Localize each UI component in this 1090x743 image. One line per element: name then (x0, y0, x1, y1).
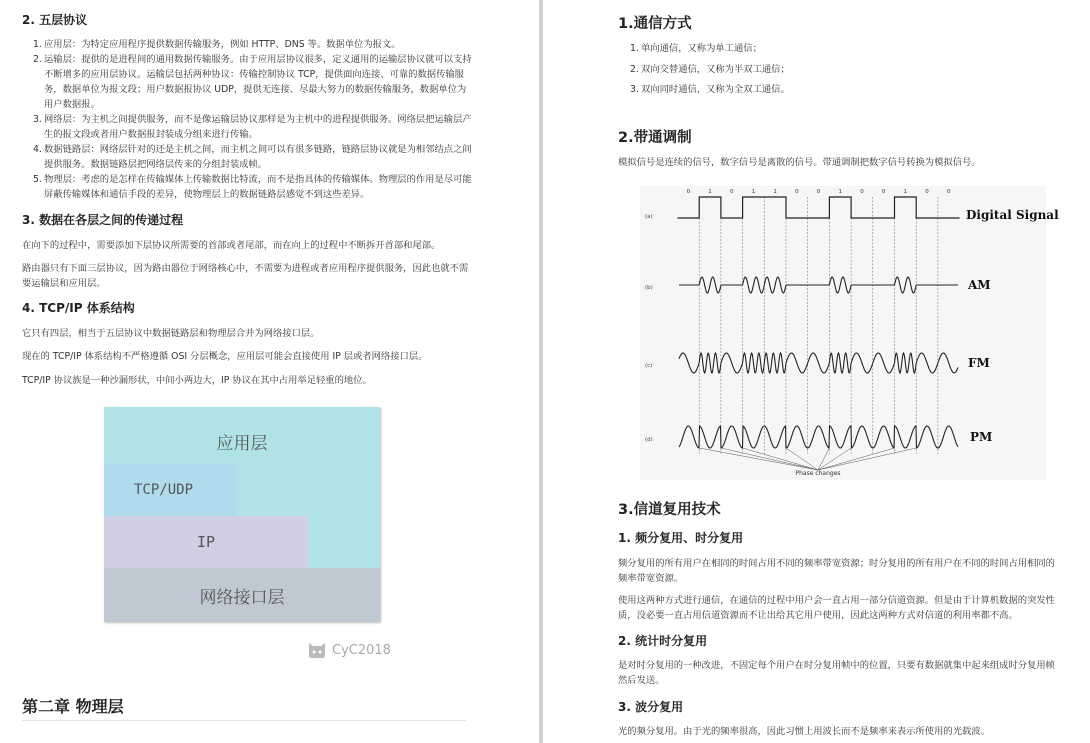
list-number: 3. (630, 84, 639, 95)
bit-label: 0 (686, 189, 691, 195)
list-number: 1. (630, 43, 639, 54)
list-item (630, 41, 1030, 56)
layer-tcp-udp: TCP/UDP (104, 463, 236, 516)
bit-label: 0 (860, 189, 864, 195)
list-item (630, 62, 1030, 77)
list-item (33, 52, 473, 112)
phase-change-arrow (743, 448, 818, 470)
list-item (33, 112, 473, 142)
watermark-text: CyC2018 (332, 642, 391, 658)
paragraph: 路由器只有下面三层协议，因为路由器位于网络核心中，不需要为进程或者应用程序提供服务，因此也就不需要运输层和应用层。 (22, 263, 469, 289)
bit-label: 0 (925, 189, 929, 195)
list-number: 2. (33, 54, 42, 65)
chapter-title: 第二章 物理层 (22, 694, 466, 721)
paragraph: 光的频分复用。由于光的频率很高，因此习惯上用波长而不是频率来表示所使用的光载波。 (618, 726, 990, 737)
signal-name-pm: PM (970, 430, 993, 444)
paragraph: 是对时分复用的一种改进，不固定每个用户在时分复用帧中的位置，只要有数据就集中起来组成时分复用帧然后发送。 (618, 660, 1055, 686)
communication-mode-list (630, 41, 1030, 97)
phase-changes-label: Phase changes (795, 470, 841, 477)
layer-application: 应用层 (104, 407, 380, 622)
subsection-heading: 2. 统计时分复用 (618, 634, 708, 648)
paragraph: 使用这两种方式进行通信，在通信的过程中用户会一直占用一部分信道资源。但是由于计算机数据的突发性质，没必要一直占用信道资源而不让出给其它用户使用，因此这两种方式对信道的利用率都不高。 (618, 595, 1055, 621)
row-label: (d) (645, 437, 653, 443)
modulation-diagram (640, 186, 1059, 480)
left-page (0, 0, 539, 743)
list-number: 4. (33, 144, 42, 155)
section-heading: 2. 五层协议 (22, 13, 88, 27)
list-text: 双向交替通信，又称为半双工通信； (641, 63, 790, 75)
list-number: 5. (33, 174, 42, 185)
section-heading: 3. 数据在各层之间的传递过程 (22, 213, 184, 227)
bit-label: 0 (730, 189, 734, 195)
digital-signal-wave (678, 197, 960, 218)
subsection-heading: 1. 频分复用、时分复用 (618, 531, 744, 545)
modulation-figure (640, 186, 1059, 480)
paragraph: 它只有四层，相当于五层协议中数据链路层和物理层合并为网络接口层。 (22, 328, 320, 339)
section-heading: 3.信道复用技术 (618, 502, 721, 518)
bit-label: 1 (708, 189, 712, 195)
list-number: 2. (630, 63, 639, 75)
section-heading: 2.带通调制 (618, 130, 692, 146)
layer-ip: IP (104, 516, 308, 568)
bit-label: 0 (947, 189, 951, 195)
row-label: (b) (645, 285, 653, 291)
bit-label: 0 (816, 189, 821, 195)
list-item (33, 142, 473, 172)
phase-change-arrow (721, 448, 818, 470)
phase-change-arrow (818, 448, 829, 470)
row-label: (c) (645, 363, 653, 369)
bit-label: 0 (881, 189, 886, 195)
paragraph: 频分复用的所有用户在相同的时间占用不同的频率带宽资源；时分复用的所有用户在不同的时间占用相同的频率带宽资源。 (618, 558, 1055, 584)
list-number: 1. (33, 39, 42, 50)
phase-change-arrow (699, 448, 818, 470)
list-text: 双向同时通信，又称为全双工通信。 (641, 84, 790, 95)
paragraph: 模拟信号是连续的信号，数字信号是离散的信号。带通调制把数字信号转换为模拟信号。 (618, 157, 981, 168)
bit-label: 1 (773, 189, 777, 195)
five-layer-list (33, 37, 473, 202)
bit-label: 1 (751, 189, 756, 195)
paragraph: 现在的 TCP/IP 体系结构不严格遵循 OSI 分层概念，应用层可能会直接使用 IP 层或者网络接口层。 (22, 351, 428, 362)
list-text: 物理层：考虑的是怎样在传输媒体上传输数据比特流，而不是指具体的传输媒体。物理层的作用是尽可能屏蔽传输媒体和通信手段的差异，使物理层上的数据链路层感觉不到这些差异。 (44, 174, 472, 200)
bit-label: 1 (838, 189, 842, 195)
bit-label: 0 (795, 189, 799, 195)
pm-signal-wave (679, 426, 958, 448)
list-text: 数据链路层：网络层针对的还是主机之间，而主机之间可以有很多链路，链路层协议就是为相邻结点之间提供服务。数据链路层把网络层传来的分组封装成帧。 (44, 144, 472, 170)
list-item (33, 172, 473, 202)
right-page (543, 0, 1090, 743)
list-number: 3. (33, 114, 42, 125)
paragraph: 在向下的过程中，需要添加下层协议所需要的首部或者尾部，而在向上的过程中不断拆开首部和尾部。 (22, 240, 441, 251)
section-heading: 4. TCP/IP 体系结构 (22, 301, 135, 315)
phase-change-arrow (818, 448, 895, 470)
list-text: 网络层：为主机之间提供服务，而不是像运输层协议那样是为主机中的进程提供服务。网络层把运输层产生的报文段或者用户数据报封装成分组来进行传输。 (44, 114, 472, 140)
tcp-ip-hourglass-diagram (104, 407, 380, 622)
signal-name-am: AM (968, 278, 991, 292)
row-label: (a) (645, 214, 653, 220)
bit-label: 1 (903, 189, 908, 195)
signal-name-fm: FM (968, 356, 990, 370)
phase-change-arrow (786, 448, 818, 470)
list-item (630, 82, 1030, 97)
watermark (307, 641, 391, 659)
github-cat-icon (307, 641, 327, 659)
section-heading: 1.通信方式 (618, 16, 692, 32)
subsection-heading: 3. 波分复用 (618, 700, 684, 714)
phase-change-arrow (818, 448, 916, 470)
signal-name-digital-signal: Digital Signal (966, 208, 1059, 222)
layer-network-interface: 网络接口层 (104, 568, 380, 622)
list-item (33, 37, 473, 52)
list-text: 应用层：为特定应用程序提供数据传输服务，例如 HTTP、DNS 等。数据单位为报文。 (44, 39, 401, 50)
phase-change-arrow (818, 448, 851, 470)
list-text: 单向通信，又称为单工通信； (641, 43, 762, 54)
list-text: 运输层：提供的是进程间的通用数据传输服务。由于应用层协议很多，定义通用的运输层协议就可以支持不断增多的应用层协议。运输层包括两种协议：传输控制协议 TCP，提供面向连接、可靠的数据传输服务，数据单位为报文段；用户数据报协议 UDP，提供无连接、尽最大努力的数据传输服务，数据单位为用户数据报。 (44, 54, 472, 110)
paragraph: TCP/IP 协议族是一种沙漏形状，中间小两边大，IP 协议在其中占用举足轻重的地位。 (22, 375, 372, 386)
